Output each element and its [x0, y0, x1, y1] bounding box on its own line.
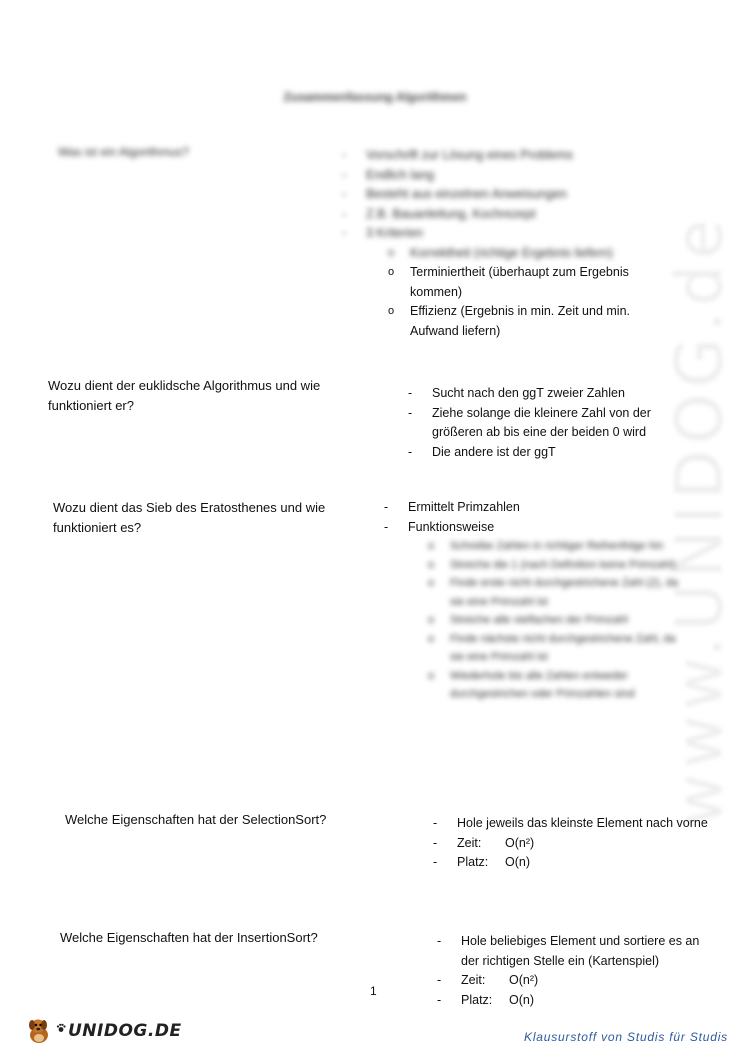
- list-item: - Vorschrift zur Lösung eines Problems: [342, 148, 574, 162]
- paw-icon: [56, 1020, 66, 1030]
- question-1: Was ist ein Algorithmus?: [58, 145, 189, 159]
- answer-list-5: [437, 932, 712, 1010]
- sublist-item: o Streiche die 1 (nach Definition keine Primzahl): [428, 558, 676, 571]
- watermark-text: www.UNIDOG.de: [663, 213, 737, 827]
- sublist-item: o Finde nächste nicht durchgestrichene Zahl, da sie eine Primzahl ist: [428, 632, 676, 663]
- question-2: Wozu dient der euklidsche Algorithmus und wie funktioniert er?: [48, 378, 321, 413]
- page-number: 1: [370, 984, 377, 998]
- sublist-item: o Schreibe Zahlen in richtiger Reihenfolge hin: [428, 540, 664, 552]
- list-item: - Platz: O(n): [437, 992, 534, 1007]
- logo: [24, 1016, 182, 1046]
- sublist-item: o Terminiertheit (überhaupt zum Ergebnis kommen): [388, 265, 629, 299]
- answer-list-1: [342, 146, 642, 341]
- sublist-item: o Wiederhole bis alle Zahlen entweder durchgestrichen oder Primzahlen sind: [428, 669, 635, 700]
- list-item: - Ziehe solange die kleinere Zahl von der größeren ab bis eine der beiden 0 wird: [408, 405, 651, 439]
- question-3: Wozu dient das Sieb des Eratosthenes und wie funktioniert es?: [53, 500, 326, 535]
- list-item: - Endlich lang: [342, 167, 435, 182]
- sublist: [384, 537, 684, 704]
- list-item: - Z.B. Bauanleitung, Kochrezept: [342, 206, 536, 221]
- list-item: - Hole beliebiges Element und sortiere es an der richtigen Stelle ein (Kartenspiel): [437, 934, 700, 968]
- sublist: [342, 244, 642, 342]
- list-item: - Zeit: O(n²): [433, 835, 535, 850]
- logo-text: UNIDOG.DE: [68, 1021, 182, 1041]
- sublist-item: o Streiche alle vielfachen der Primzahl: [428, 614, 628, 626]
- sublist-item: o Korrektheit (richtige Ergebnis liefern): [388, 245, 613, 260]
- list-item: - Zeit: O(n²): [437, 973, 539, 987]
- document-title: Zusammenfassung Algorithmen: [283, 90, 467, 104]
- answer-list-2: [408, 384, 693, 462]
- answer-list-4: [433, 814, 723, 873]
- question-5: Welche Eigenschaften hat der InsertionSort?: [60, 930, 318, 945]
- list-item: - Besteht aus einzelnen Anweisungen: [342, 187, 567, 201]
- list-item: - Sucht nach den ggT zweier Zahlen: [408, 386, 625, 400]
- list-item: - Die andere ist der ggT: [408, 444, 556, 459]
- list-item: - Ermittelt Primzahlen: [384, 500, 520, 514]
- answer-list-3: [384, 498, 684, 704]
- sublist-item: o Finde erste nicht durchgestrichene Zahl (2), da sie eine Primzahl ist: [428, 577, 679, 608]
- list-item: - Funktionsweise: [384, 519, 495, 534]
- list-item: - Hole jeweils das kleinste Element nach vorne: [433, 816, 708, 830]
- dog-icon: [24, 1016, 54, 1046]
- footer-slogan: Klausurstoff von Studis für Studis: [524, 1030, 728, 1044]
- list-item: - 3 Kriterien: [342, 226, 423, 240]
- sublist-item: o Effizienz (Ergebnis in min. Zeit und min. Aufwand liefern): [388, 304, 631, 338]
- list-item: - Platz: O(n): [433, 855, 530, 869]
- question-4: Welche Eigenschaften hat der SelectionSort?: [65, 812, 327, 827]
